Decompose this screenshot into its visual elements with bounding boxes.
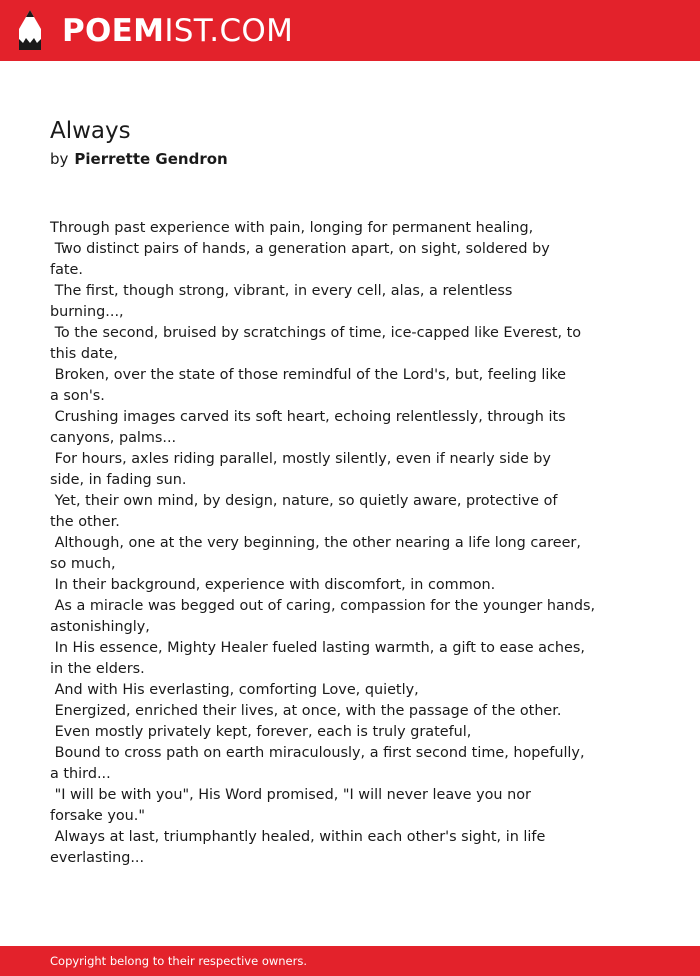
poem-line: Always at last, triumphantly healed, within each other's sight, in life (50, 829, 546, 845)
poem-line: Yet, their own mind, by design, nature, so quietly aware, protective of (50, 493, 558, 509)
poem-line: fate. (50, 262, 83, 278)
poem-body (50, 218, 670, 869)
poem-line: a son's. (50, 388, 105, 404)
poem-line: Two distinct pairs of hands, a generation apart, on sight, soldered by (50, 241, 550, 257)
poem-line: side, in fading sun. (50, 472, 187, 488)
poem-line: a third... (50, 766, 111, 782)
poem-line: Although, one at the very beginning, the other nearing a life long career, (50, 535, 581, 551)
site-logo-text[interactable] (62, 11, 293, 51)
pencil-tip-icon[interactable] (17, 9, 43, 51)
poem-line: For hours, axles riding parallel, mostly silently, even if nearly side by (50, 451, 551, 467)
copyright-text: Copyright belong to their respective owners. (50, 954, 308, 968)
poem-line: As a miracle was begged out of caring, compassion for the younger hands, (50, 598, 596, 614)
poem-line: in the elders. (50, 661, 145, 677)
poem-line: astonishingly, (50, 619, 150, 635)
poem-author: Pierrette Gendron (74, 150, 228, 168)
poem-byline (50, 149, 228, 169)
poem-line: this date, (50, 346, 118, 362)
poem-line: forsake you." (50, 808, 145, 824)
poem-line: the other. (50, 514, 120, 530)
logo-bold-text: POEM (62, 13, 165, 49)
poem-line: In their background, experience with discomfort, in common. (50, 577, 496, 593)
poem-line: Through past experience with pain, longing for permanent healing, (50, 220, 534, 236)
poem-line: Even mostly privately kept, forever, each is truly grateful, (50, 724, 472, 740)
logo-light-text: IST.COM (164, 13, 294, 49)
poem-line: Broken, over the state of those remindful of the Lord's, but, feeling like (50, 367, 567, 383)
poem-line: canyons, palms... (50, 430, 177, 446)
poem-line: In His essence, Mighty Healer fueled lasting warmth, a gift to ease aches, (50, 640, 585, 656)
poem-line: Bound to cross path on earth miraculously, a first second time, hopefully, (50, 745, 585, 761)
poem-line: To the second, bruised by scratchings of time, ice-capped like Everest, to (50, 325, 582, 341)
poem-line: burning..., (50, 304, 124, 320)
poem-line: so much, (50, 556, 116, 572)
site-footer (0, 946, 700, 976)
poem-line: The first, though strong, vibrant, in every cell, alas, a relentless (50, 283, 513, 299)
poem-line: Crushing images carved its soft heart, echoing relentlessly, through its (50, 409, 566, 425)
poem-title: Always (50, 118, 131, 144)
poem-line: And with His everlasting, comforting Love, quietly, (50, 682, 419, 698)
poem-line: Energized, enriched their lives, at once, with the passage of the other. (50, 703, 562, 719)
by-label: by (50, 150, 69, 168)
site-header (0, 0, 700, 61)
poem-line: "I will be with you", His Word promised, "I will never leave you nor (50, 787, 531, 803)
poem-line: everlasting... (50, 850, 145, 866)
